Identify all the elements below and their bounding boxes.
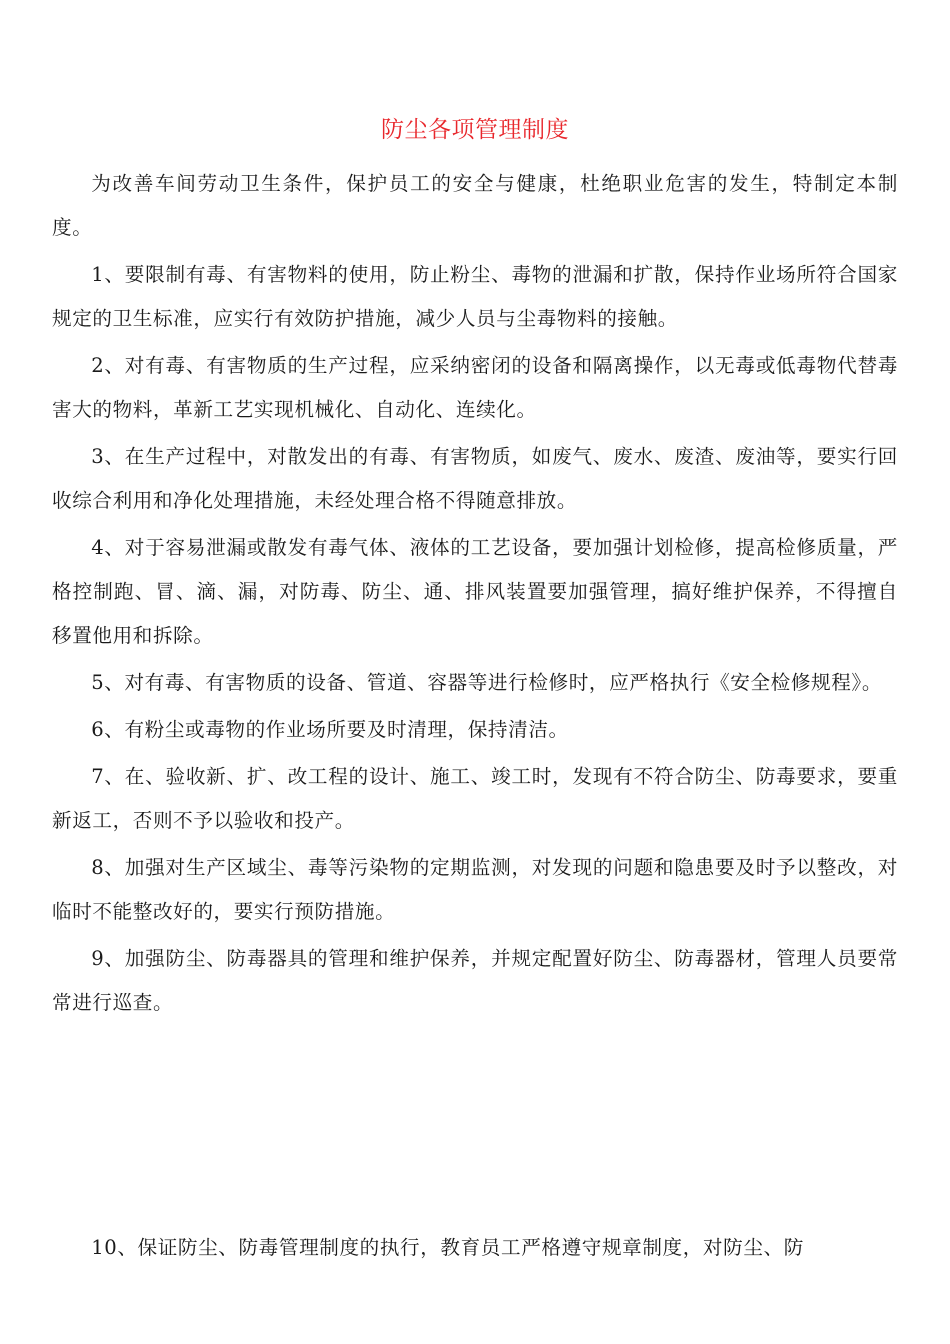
page-title: 防尘各项管理制度 [381, 117, 569, 143]
document-body [52, 162, 898, 1025]
rule-item-5: 5、对有毒、有害物质的设备、管道、容器等进行检修时，应严格执行《安全检修规程》。 [91, 671, 883, 694]
rule-item-7: 7、在、验收新、扩、改工程的设计、施工、竣工时，发现有不符合防尘、防毒要求，要重新返工，否则不予以验收和投产。 [52, 765, 898, 832]
rule-item-6: 6、有粉尘或毒物的作业场所要及时清理，保持清洁。 [91, 718, 569, 741]
intro-paragraph: 为改善车间劳动卫生条件，保护员工的安全与健康，杜绝职业危害的发生，特制定本制度。 [52, 172, 898, 239]
rule-item-3: 3、在生产过程中，对散发出的有毒、有害物质，如废气、废水、废渣、废油等，要实行回收综合利用和净化处理措施，未经处理合格不得随意排放。 [52, 445, 898, 512]
rule-item-8: 8、加强对生产区域尘、毒等污染物的定期监测，对发现的问题和隐患要及时予以整改，对临时不能整改好的，要实行预防措施。 [52, 856, 898, 923]
rule-item-2: 2、对有毒、有害物质的生产过程，应采纳密闭的设备和隔离操作，以无毒或低毒物代替毒害大的物料，革新工艺实现机械化、自动化、连续化。 [52, 354, 898, 421]
rule-item-10: 10、保证防尘、防毒管理制度的执行，教育员工严格遵守规章制度，对防尘、防 [91, 1236, 804, 1259]
rule-item-9: 9、加强防尘、防毒器具的管理和维护保养，并规定配置好防尘、防毒器材，管理人员要常常进行巡查。 [52, 947, 898, 1014]
rule-item-4: 4、对于容易泄漏或散发有毒气体、液体的工艺设备，要加强计划检修，提高检修质量，严格控制跑、冒、滴、漏，对防毒、防尘、通、排风装置要加强管理，搞好维护保养，不得擅自移置他用和拆除。 [52, 536, 898, 647]
rule-item-1: 1、要限制有毒、有害物料的使用，防止粉尘、毒物的泄漏和扩散，保持作业场所符合国家规定的卫生标准，应实行有效防护措施，减少人员与尘毒物料的接触。 [52, 263, 898, 330]
